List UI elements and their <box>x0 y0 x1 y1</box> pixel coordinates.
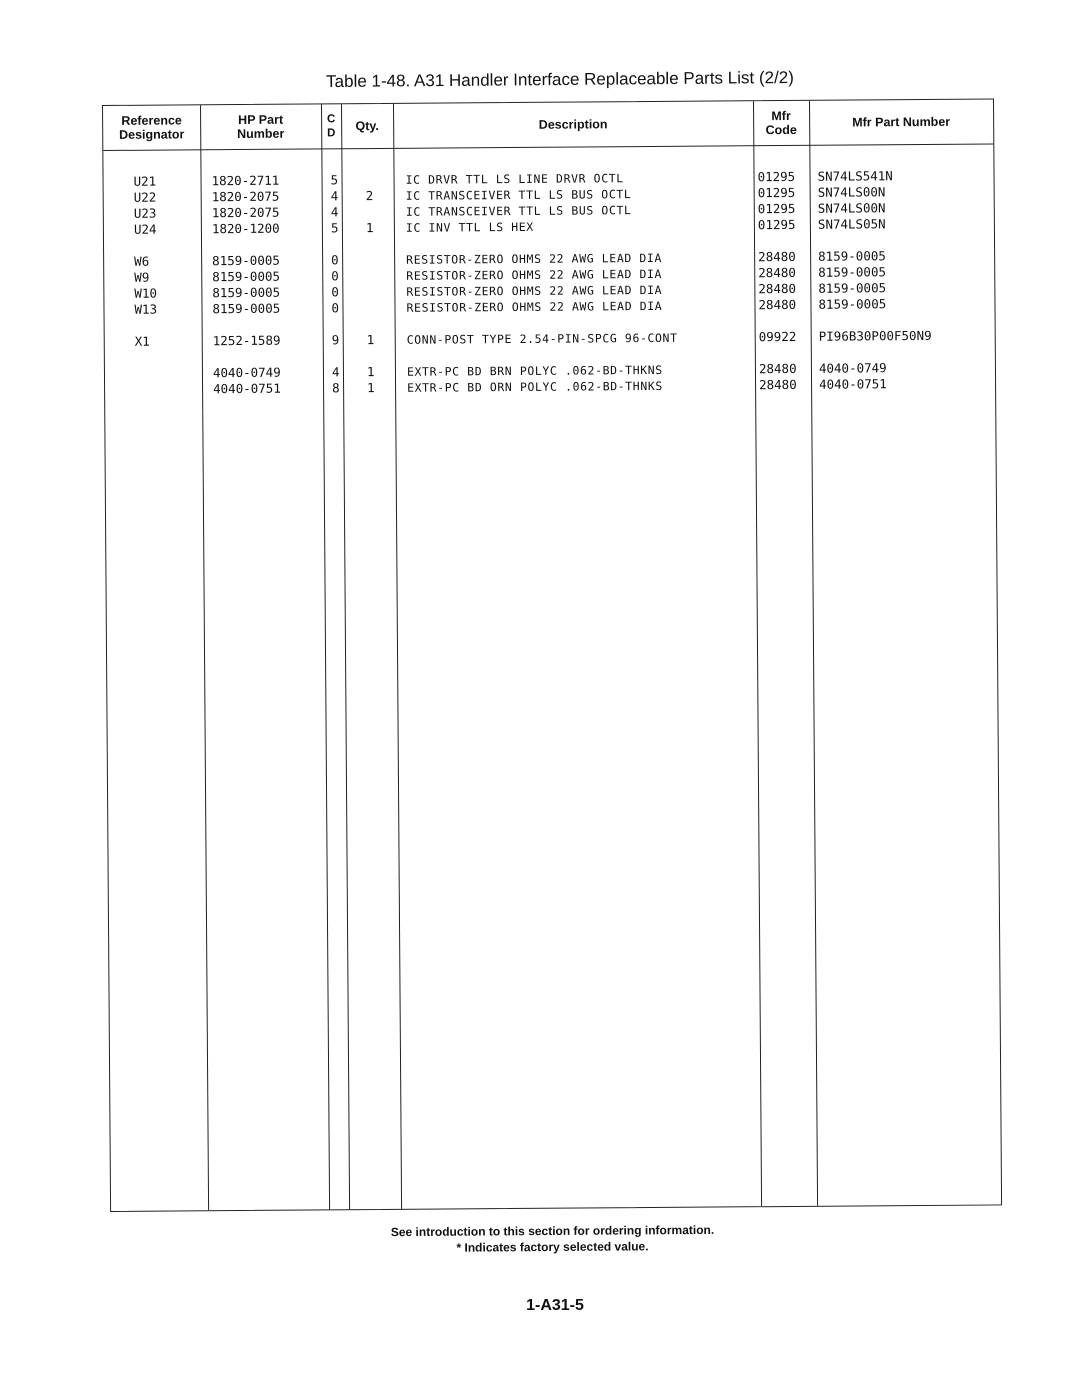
header-text: Mfr Part Number <box>852 114 951 130</box>
cell-qty: 1 <box>365 220 374 236</box>
cell-mpn: SN74LS00N <box>817 200 886 216</box>
cell-cd: 0 <box>331 300 340 316</box>
cell-desc: IC DRVR TTL LS LINE DRVR OCTL <box>405 171 624 187</box>
cell-mpn: SN74LS00N <box>817 184 886 200</box>
cell-cd: 4 <box>331 364 340 380</box>
cell-hp: 1820-2711 <box>211 172 280 189</box>
header-text: Code <box>765 122 797 138</box>
header-text: Reference <box>121 113 182 128</box>
cell-mpn: SN74LS05N <box>817 216 886 232</box>
cell-mfr: 28480 <box>758 280 797 297</box>
cell-desc: RESISTOR-ZERO OHMS 22 AWG LEAD DIA <box>406 266 663 283</box>
header-hp-part-number <box>200 104 321 149</box>
header-mfr-code <box>753 101 809 145</box>
cell-cd: 4 <box>330 204 339 220</box>
cell-hp: 1820-2075 <box>211 188 280 205</box>
cell-ref: W6 <box>134 253 150 269</box>
table-title: Table 1-48. A31 Handler Interface Replaceable Parts List (2/2) <box>326 67 794 92</box>
header-text: Number <box>237 126 285 142</box>
cell-hp: 4040-0749 <box>212 364 281 381</box>
cell-cd: 9 <box>331 332 340 348</box>
page-number: 1-A31-5 <box>526 1297 584 1314</box>
cell-cd: 0 <box>331 252 339 268</box>
header-qty <box>341 104 393 148</box>
table-row <box>105 327 995 350</box>
cell-mfr: 28480 <box>758 248 796 265</box>
cell-desc: IC INV TTL LS HEX <box>405 219 534 235</box>
cell-mfr: 09922 <box>758 328 797 345</box>
header-description <box>393 101 753 148</box>
cell-cd: 0 <box>331 268 339 284</box>
cell-desc: RESISTOR-ZERO OHMS 22 AWG LEAD DIA <box>406 282 663 299</box>
cell-cd: 5 <box>330 220 339 236</box>
cell-qty: 1 <box>367 380 375 396</box>
cell-ref: X1 <box>134 333 150 349</box>
cell-mpn: 8159-0005 <box>818 296 887 312</box>
cell-ref: W10 <box>134 285 158 301</box>
cell-mpn: 8159-0005 <box>818 248 886 264</box>
cell-mpn: 8159-0005 <box>818 280 887 296</box>
table-header <box>103 99 993 151</box>
cell-mfr: 28480 <box>758 296 797 313</box>
cell-hp: 1252-1589 <box>212 332 281 349</box>
cell-desc: CONN-POST TYPE 2.54-PIN-SPCG 96-CONT <box>406 330 678 347</box>
cell-hp: 8159-0005 <box>212 284 281 301</box>
cell-hp: 1820-1200 <box>211 220 280 237</box>
cell-mfr: 01295 <box>757 168 796 185</box>
footnote-ordering: See introduction to this section for ordering information. <box>390 1222 715 1240</box>
cell-mfr: 28480 <box>758 360 797 377</box>
cell-desc: IC TRANSCEIVER TTL LS BUS OCTL <box>405 203 632 219</box>
cell-cd: 0 <box>331 284 339 300</box>
header-text: Description <box>538 117 608 132</box>
cell-mfr: 28480 <box>758 264 796 281</box>
parts-list-table <box>102 98 1002 1212</box>
header-text: Designator <box>119 127 185 142</box>
cell-desc: EXTR-PC BD ORN POLYC .062-BD-THNKS <box>407 378 663 395</box>
header-text: Mfr <box>771 108 791 124</box>
cell-mfr: 01295 <box>757 184 796 201</box>
cell-hp: 1820-2075 <box>211 204 280 221</box>
cell-mpn: 4040-0749 <box>818 360 887 376</box>
cell-qty: 1 <box>366 332 375 348</box>
cell-cd: 4 <box>330 188 339 204</box>
cell-cd: 5 <box>330 172 339 188</box>
cell-desc: IC TRANSCEIVER TTL LS BUS OCTL <box>405 187 632 203</box>
cell-mpn: PI96B30P00F50N9 <box>818 327 932 344</box>
cell-mfr: 28480 <box>759 376 797 393</box>
cell-mfr: 01295 <box>757 200 796 217</box>
cell-hp: 8159-0005 <box>212 252 280 269</box>
cell-desc: EXTR-PC BD BRN POLYC .062-BD-THKNS <box>406 362 663 379</box>
header-reference-designator <box>103 105 200 150</box>
header-cd <box>321 104 341 148</box>
header-text: Qty. <box>355 118 379 134</box>
cell-ref: W13 <box>134 301 158 317</box>
cell-ref: U24 <box>133 221 157 237</box>
header-text: C <box>326 113 336 126</box>
cell-hp: 8159-0005 <box>212 300 281 317</box>
header-mfr-part-number <box>809 99 993 144</box>
cell-hp: 4040-0751 <box>213 380 281 397</box>
header-text: HP Part <box>238 112 284 128</box>
cell-mpn: 8159-0005 <box>818 264 887 280</box>
cell-ref: U22 <box>133 189 157 205</box>
cell-qty: 1 <box>366 364 375 380</box>
cell-qty: 2 <box>365 188 374 204</box>
cell-desc: RESISTOR-ZERO OHMS 22 AWG LEAD DIA <box>406 250 662 267</box>
cell-cd: 8 <box>332 380 340 396</box>
cell-hp: 8159-0005 <box>212 268 281 285</box>
cell-mpn: 4040-0751 <box>819 376 887 392</box>
cell-mpn: SN74LS541N <box>817 168 893 184</box>
footnote-factory-selected: * Indicates factory selected value. <box>456 1239 649 1255</box>
header-text: D <box>327 127 336 140</box>
cell-ref: W9 <box>134 269 150 285</box>
cell-ref: U21 <box>133 173 157 189</box>
cell-ref: U23 <box>133 205 157 221</box>
cell-mfr: 01295 <box>757 216 796 233</box>
cell-desc: RESISTOR-ZERO OHMS 22 AWG LEAD DIA <box>406 298 663 315</box>
